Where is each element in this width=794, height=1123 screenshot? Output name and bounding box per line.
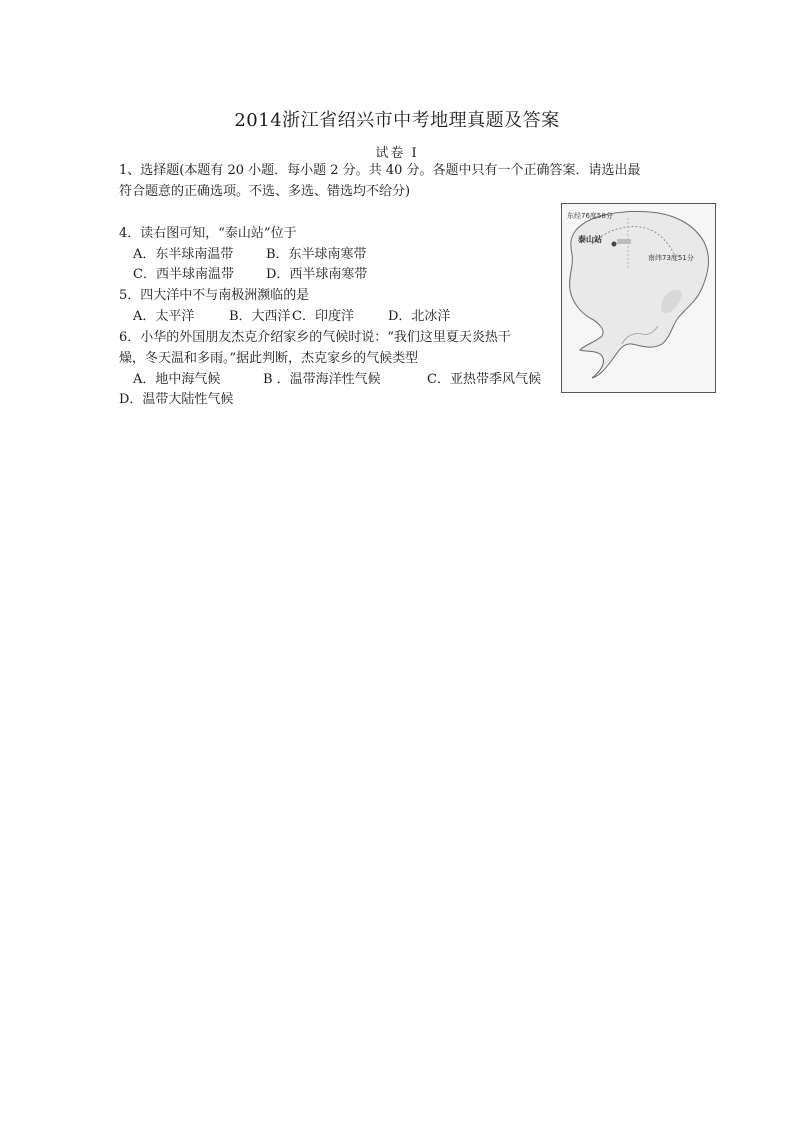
question-6-stem-line-2: 燥，冬天温和多雨。”据此判断，杰克家乡的气候类型 bbox=[119, 351, 419, 366]
instructions-line-1: 1、选择题(本题有 20 小题．每小题 2 分。共 40 分。各题中只有一个正确答案．请选出最 bbox=[119, 163, 641, 178]
q4-option-a: A．东半球南温带 bbox=[133, 247, 234, 262]
question-5-options bbox=[133, 307, 450, 327]
document-title: 2014浙江省绍兴市中考地理真题及答案 bbox=[234, 110, 560, 131]
station-tag bbox=[617, 239, 631, 244]
latitude-label: 南纬73度51分 bbox=[648, 254, 694, 262]
q4-option-d: D．西半球南寒带 bbox=[266, 267, 368, 282]
q6-option-b: B ．温带海洋性气候 bbox=[263, 372, 381, 387]
question-6-stem-line-1: 6．小华的外国朋友杰克介绍家乡的气候时说：“我们这里夏天炎热干 bbox=[119, 330, 511, 345]
q6-option-c: C．亚热带季风气候 bbox=[427, 372, 541, 387]
antarctica-map bbox=[562, 204, 715, 392]
q5-option-a: A．太平洋 bbox=[133, 309, 195, 324]
question-4-stem: 4．读右图可知，“泰山站”位于 bbox=[119, 226, 297, 241]
taishan-station-label: 泰山站 bbox=[578, 235, 602, 244]
q4-option-b: B．东半球南寒带 bbox=[266, 247, 367, 262]
q5-option-b: B．大西洋 bbox=[229, 309, 291, 324]
taishan-station-marker bbox=[612, 242, 617, 247]
question-4-options-row-1 bbox=[133, 245, 367, 265]
question-5-stem: 5．四大洋中不与南极洲濒临的是 bbox=[119, 288, 310, 303]
q5-option-c: C．印度洋 bbox=[292, 309, 354, 324]
q6-option-d: D．温带大陆性气候 bbox=[119, 392, 234, 407]
section-label: 试卷 Ⅰ bbox=[375, 146, 419, 161]
question-6-options-row-1 bbox=[133, 370, 541, 390]
longitude-label: 东经76度58分 bbox=[567, 212, 613, 220]
question-4-options-row-2 bbox=[133, 265, 367, 285]
q6-option-a: A．地中海气候 bbox=[133, 372, 221, 387]
antarctica-map-figure bbox=[561, 203, 716, 393]
instructions-line-2: 符合题意的正确选项。不选、多选、错选均不给分) bbox=[119, 184, 411, 199]
question-6-options-row-2 bbox=[119, 390, 233, 410]
q5-option-d: D．北冰洋 bbox=[388, 309, 451, 324]
q4-option-c: C．西半球南温带 bbox=[133, 267, 234, 282]
